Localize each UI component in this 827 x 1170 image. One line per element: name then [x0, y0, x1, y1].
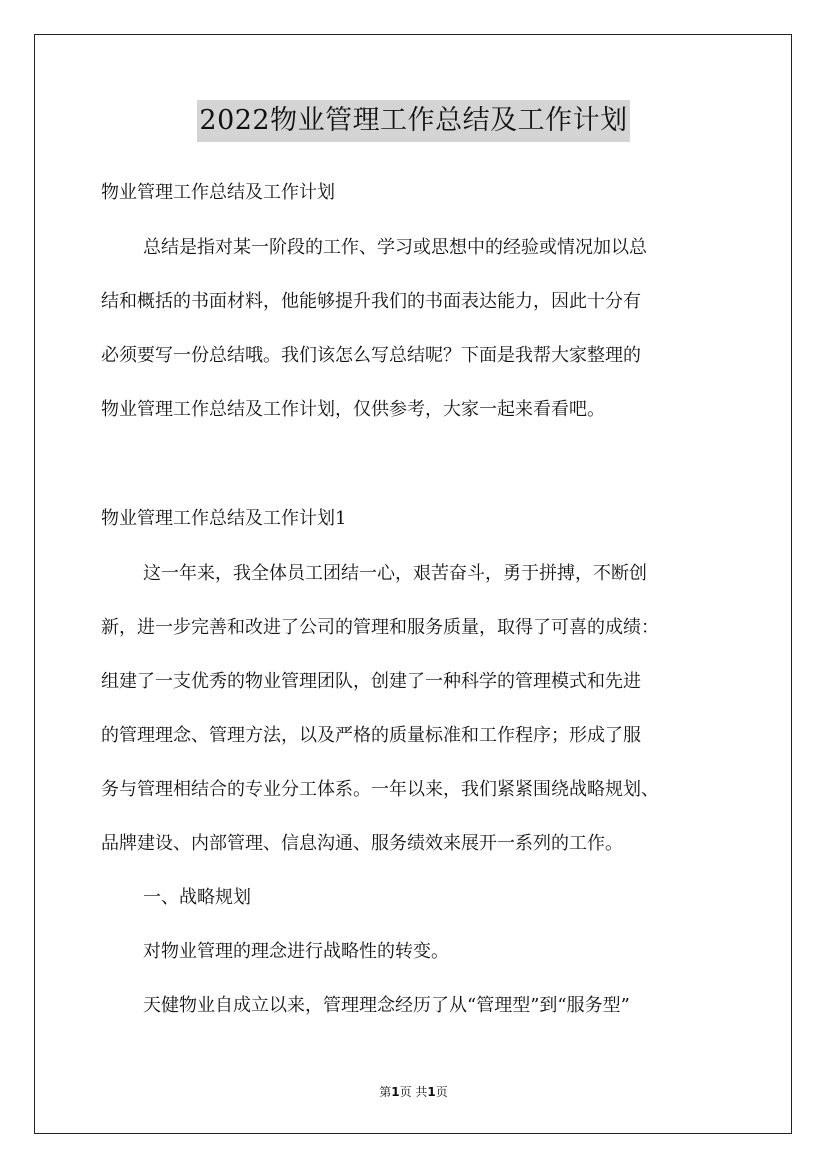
body-line-3: 组建了一支优秀的物业管理团队，创建了一种科学的管理模式和先进	[101, 671, 641, 692]
intro-line-4: 物业管理工作总结及工作计划，仅供参考，大家一起来看看吧。	[101, 399, 605, 420]
document-title: 2022物业管理工作总结及工作计划	[197, 100, 629, 142]
page-number	[0, 1083, 827, 1100]
body-line-1: 这一年来，我全体员工团结一心，艰苦奋斗，勇于拼搏，不断创	[143, 563, 647, 584]
intro-line-3: 必须要写一份总结哦。我们该怎么写总结呢？下面是我帮大家整理的	[101, 345, 641, 366]
page-total: 1	[427, 1085, 436, 1099]
intro-line-1: 总结是指对某一阶段的工作、学习或思想中的经验或情况加以总	[143, 237, 647, 258]
page-mid: 页 共	[399, 1085, 428, 1099]
body-line-5: 务与管理相结合的专业分工体系。一年以来，我们紧紧围绕战略规划、	[101, 779, 659, 800]
intro-line-2: 结和概括的书面材料，他能够提升我们的书面表达能力，因此十分有	[101, 291, 641, 312]
body-line-2: 新，进一步完善和改进了公司的管理和服务质量，取得了可喜的成绩：	[101, 617, 659, 638]
page-suffix: 页	[435, 1085, 448, 1099]
item-text: 对物业管理的理念进行战略性的转变。	[143, 941, 449, 962]
last-line: 天健物业自成立以来，管理理念经历了从“管理型”到“服务型”	[143, 995, 630, 1016]
title-container	[0, 100, 827, 142]
body-line-6: 品牌建设、内部管理、信息沟通、服务绩效来展开一系列的工作。	[101, 833, 623, 854]
subtitle: 物业管理工作总结及工作计划	[101, 182, 335, 203]
item-heading: 一、战略规划	[143, 887, 251, 908]
page-current: 1	[391, 1085, 400, 1099]
section-heading: 物业管理工作总结及工作计划1	[101, 508, 347, 529]
page-prefix: 第	[379, 1085, 392, 1099]
body-line-4: 的管理理念、管理方法，以及严格的质量标准和工作程序；形成了服	[101, 725, 641, 746]
